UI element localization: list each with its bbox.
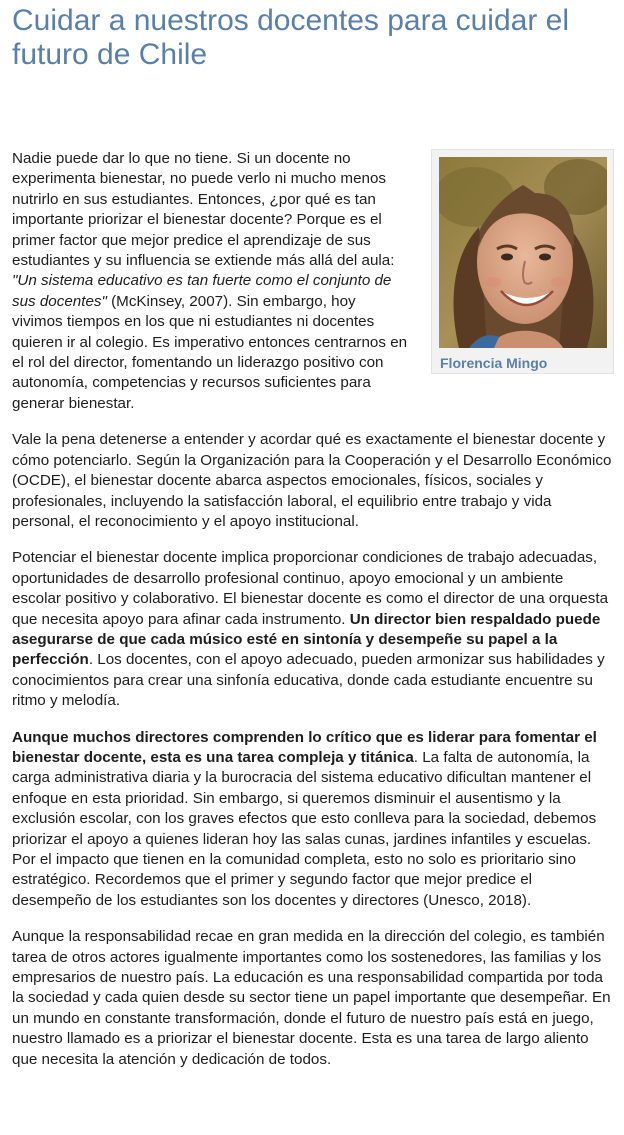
paragraph-3 bbox=[12, 548, 615, 711]
paragraph-4-highlight: Aunque muchos directores comprenden lo crítico que es liderar para fomentar el bienestar docente, esta es una tarea compleja y titánica bbox=[12, 728, 597, 766]
paragraph-4 bbox=[12, 728, 615, 912]
paragraph-5: Aunque la responsabilidad recae en gran medida en la dirección del colegio, es también tarea de otros actores igualmente importantes como los sostenedores, las familias y los empresarios de nuestro país. La educación es una responsabilidad compartida por toda la sociedad y cada quien desde su sector tiene un papel importante que desempeñar. En un mundo en constante transformación, donde el futuro de nuestro país está en juego, nuestro llamado es a priorizar el bienestar docente. Esta es una tarea de largo aliento que necesita la atención y dedicación de todos. bbox=[12, 928, 611, 1068]
paragraph-2: Vale la pena detenerse a entender y acordar qué es exactamente el bienestar docente y cómo potenciarlo. Según la Organización para la Cooperación y el Desarrollo Económico (OCDE), el bienestar docente abarca aspectos emocionales, físicos, sociales y profesionales, incluyendo la satisfacción laboral, el equilibrio entre trabajo y vida personal, el reconocimiento y el apoyo institucional. bbox=[12, 431, 612, 530]
author-name[interactable]: Florencia Mingo bbox=[440, 355, 548, 371]
paragraph-3-highlight: Un director bien respaldado puede asegurarse de que cada músico esté en sintonía y desempeñe su papel a la perfección bbox=[12, 610, 601, 669]
author-box bbox=[431, 149, 614, 374]
article-title: Cuidar a nuestros docentes para cuidar el futuro de Chile bbox=[12, 4, 569, 71]
paragraph-4-text-b: . La falta de autonomía, la carga administrativa diaria y la burocracia del sistema educativo dificultan mantener el enfoque en esta prioridad. Sin embargo, si queremos disminuir el ausentismo y la exclusión escolar, con los graves efectos que esto conlleva para la sociedad, debemos priorizar el apoyo a quienes lideran hoy las salas cunas, jardines infantiles y escuelas. Por el impacto que tienen en la comunidad completa, esto no solo es prioritario sino estratégico. Recordemos que el primer y segundo factor que mejor predice el desempeño de los estudiantes son los docentes y directores (Unesco, 2018). bbox=[12, 748, 597, 909]
paragraph-1-text-b: (McKinsey, 2007). Sin embargo, hoy vivimos tiempos en los que ni estudiantes ni docentes quieren ir al colegio. Es imperativo entonces centrarnos en el rol del director, fomentando un liderazgo positivo con autonomía, competencias y recursos suficientes para generar bienestar. bbox=[12, 292, 408, 412]
paragraph-1-text-a: Nadie puede dar lo que no tiene. Si un docente no experimenta bienestar, no puede verlo ni mucho menos nutrirlo en sus estudiantes. Entonces, ¿por qué es tan importante priorizar el bienestar docente? Porque es el primer factor que mejor predice el aprendizaje de sus estudiantes y su influencia se extiende más allá del aula: bbox=[12, 150, 395, 270]
author-photo bbox=[439, 157, 607, 348]
paragraph-3-text-a: Potenciar el bienestar docente implica proporcionar condiciones de trabajo adecuadas, oportunidades de desarrollo profesional continuo, apoyo emocional y un ambiente escolar positivo y colaborativo. El bienestar docente es como el director de una orquesta que necesita apoyo para afinar cada instrumento. bbox=[12, 549, 609, 628]
paragraph-3-text-b: . Los docentes, con el apoyo adecuado, pueden armonizar sus habilidades y conocimientos para crear una sinfonía educativa, donde cada estudiante encuentre su ritmo y melodía. bbox=[12, 651, 605, 710]
paragraph-1-quote: "Un sistema educativo es tan fuerte como el conjunto de sus docentes" bbox=[12, 272, 392, 310]
